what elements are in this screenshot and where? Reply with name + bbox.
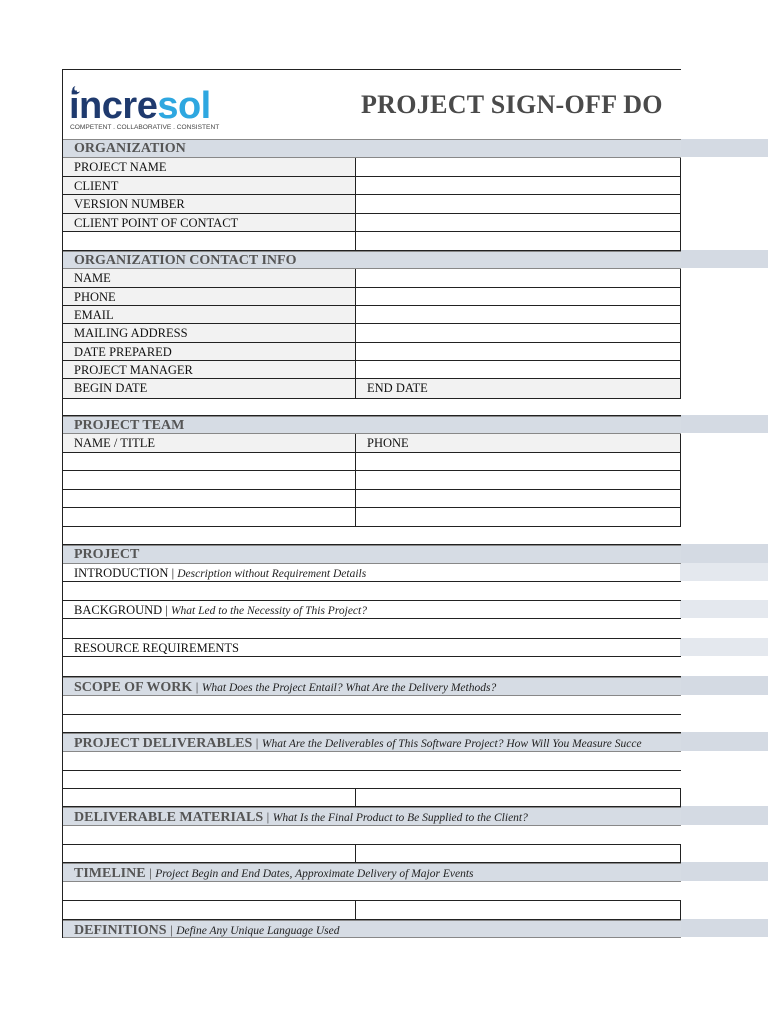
background-label: BACKGROUND	[74, 603, 163, 617]
team-name-cell[interactable]	[63, 490, 356, 508]
deliverables-input-row	[63, 752, 681, 771]
row-extension	[680, 676, 768, 695]
resources-input[interactable]	[63, 657, 681, 677]
client-contact-input[interactable]	[356, 214, 681, 232]
field-row-contact	[63, 214, 681, 232]
mailing-address-input[interactable]	[356, 324, 681, 343]
section-heading: DEFINITIONS	[74, 923, 167, 938]
deliverables-input-row	[63, 789, 681, 807]
field-label: DATE PREPARED	[74, 345, 172, 359]
introduction-input[interactable]	[63, 582, 681, 601]
field-label: NAME	[74, 271, 111, 285]
phone-input[interactable]	[356, 288, 681, 306]
field-row-name	[63, 269, 681, 288]
field-row-email	[63, 306, 681, 324]
section-heading: ORGANIZATION	[74, 141, 186, 156]
end-date-label: END DATE	[367, 381, 428, 395]
section-scope-of-work	[63, 677, 681, 696]
introduction-hint: Description without Requirement Details	[177, 568, 367, 580]
section-project-deliverables	[63, 733, 681, 752]
section-heading: PROJECT TEAM	[74, 418, 185, 433]
row-extension	[680, 862, 768, 881]
svg-text:incresol: incresol	[69, 85, 211, 127]
field-label: MAILING ADDRESS	[74, 326, 188, 340]
scope-input[interactable]	[63, 696, 681, 715]
row-extension	[680, 919, 768, 937]
svg-text:COMPETENT . COLLABORATIVE . CO: COMPETENT . COLLABORATIVE . CONSISTENT	[70, 124, 220, 131]
blank-row	[63, 232, 681, 251]
deliverables-input-row	[63, 771, 681, 789]
row-extension	[680, 732, 768, 751]
email-input[interactable]	[356, 306, 681, 324]
separator: |	[195, 679, 199, 694]
timeline-input-row	[63, 901, 681, 920]
team-row	[63, 471, 681, 490]
section-heading: PROJECT	[74, 547, 140, 562]
logo-mark	[69, 84, 239, 134]
separator: |	[165, 603, 168, 617]
section-organization	[63, 139, 681, 158]
field-row-phone	[63, 288, 681, 306]
section-hint: What Does the Project Entail? What Are the Delivery Methods?	[201, 682, 497, 694]
introduction-label: INTRODUCTION	[74, 566, 169, 580]
document-title: PROJECT SIGN-OFF DO	[361, 90, 663, 119]
materials-input[interactable]	[63, 826, 681, 845]
scope-input-row	[63, 715, 681, 733]
timeline-input[interactable]	[63, 901, 356, 920]
separator: |	[255, 735, 259, 750]
section-heading: TIMELINE	[74, 866, 146, 881]
section-heading: PROJECT DELIVERABLES	[74, 736, 253, 751]
row-extension	[680, 544, 768, 563]
project-name-input[interactable]	[356, 158, 681, 177]
blank-input[interactable]	[356, 232, 681, 251]
section-hint: What Are the Deliverables of This Software Project? How Will You Measure Succe	[261, 738, 642, 750]
field-label: PROJECT MANAGER	[74, 363, 193, 377]
name-input[interactable]	[356, 269, 681, 288]
team-row	[63, 490, 681, 508]
separator: |	[171, 566, 175, 580]
row-extension	[680, 638, 768, 656]
team-name-cell[interactable]	[63, 508, 356, 527]
section-project-team	[63, 416, 681, 434]
section-hint: What Is the Final Product to Be Supplied to the Client?	[272, 812, 528, 824]
section-definitions	[63, 920, 681, 938]
row-extension	[680, 139, 768, 157]
field-row-dates	[63, 379, 681, 399]
field-row-version	[63, 195, 681, 214]
background-input[interactable]	[63, 619, 681, 639]
row-extension	[680, 563, 768, 581]
materials-input-row	[63, 826, 681, 845]
version-number-input[interactable]	[356, 195, 681, 214]
section-contact-info	[63, 251, 681, 269]
form-header	[63, 70, 681, 139]
row-extension	[680, 415, 768, 433]
section-project	[63, 545, 681, 564]
blank-row	[63, 399, 681, 416]
materials-input[interactable]	[356, 845, 681, 863]
deliverables-input[interactable]	[63, 752, 681, 771]
field-label: VERSION NUMBER	[74, 197, 185, 211]
section-heading: SCOPE OF WORK	[74, 680, 193, 695]
row-extension	[680, 806, 768, 825]
team-name-cell[interactable]	[63, 453, 356, 471]
section-deliverable-materials	[63, 807, 681, 826]
timeline-input[interactable]	[356, 901, 681, 920]
team-name-cell[interactable]	[63, 471, 356, 490]
deliverables-input[interactable]	[63, 789, 356, 807]
team-row	[63, 508, 681, 527]
separator: |	[149, 865, 152, 880]
background-input-row	[63, 619, 681, 639]
separator: |	[170, 922, 173, 937]
separator: |	[266, 809, 270, 824]
resources-input-row	[63, 657, 681, 677]
background-hint: What Led to the Necessity of This Project?	[170, 605, 367, 617]
field-label: CLIENT POINT OF CONTACT	[74, 216, 239, 230]
deliverables-input[interactable]	[63, 771, 681, 789]
team-header-row	[63, 434, 681, 453]
team-phone-cell[interactable]	[356, 490, 681, 508]
row-extension	[680, 250, 768, 268]
field-label: PHONE	[74, 290, 116, 304]
scope-input[interactable]	[63, 715, 681, 733]
column-header: NAME / TITLE	[74, 436, 156, 450]
date-prepared-input[interactable]	[356, 343, 681, 361]
materials-input-row	[63, 845, 681, 863]
timeline-input-row	[63, 882, 681, 901]
background-row	[63, 601, 681, 619]
team-row	[63, 453, 681, 471]
scope-input-row	[63, 696, 681, 715]
section-hint: Project Begin and End Dates, Approximate Delivery of Major Events	[155, 868, 474, 880]
company-logo	[69, 84, 239, 134]
introduction-row	[63, 564, 681, 582]
team-phone-cell[interactable]	[356, 471, 681, 490]
resources-label: RESOURCE REQUIREMENTS	[74, 641, 239, 655]
team-phone-cell[interactable]	[356, 453, 681, 471]
blank-row	[63, 527, 681, 545]
form-sheet	[62, 69, 681, 938]
section-heading: ORGANIZATION CONTACT INFO	[74, 253, 297, 268]
field-row-address	[63, 324, 681, 343]
field-row-project-name	[63, 158, 681, 177]
field-row-manager	[63, 361, 681, 379]
materials-input[interactable]	[63, 845, 356, 863]
field-label: CLIENT	[74, 179, 119, 193]
team-phone-cell[interactable]	[356, 508, 681, 527]
project-manager-input[interactable]	[356, 361, 681, 379]
begin-date-label: BEGIN DATE	[74, 381, 148, 395]
field-row-date-prepared	[63, 343, 681, 361]
timeline-input[interactable]	[63, 882, 681, 901]
introduction-input-row	[63, 582, 681, 601]
deliverables-input[interactable]	[356, 789, 681, 807]
section-hint: Define Any Unique Language Used	[176, 925, 340, 937]
section-timeline	[63, 863, 681, 882]
field-label: EMAIL	[74, 308, 114, 322]
client-input[interactable]	[356, 177, 681, 195]
row-extension	[680, 600, 768, 618]
field-row-client	[63, 177, 681, 195]
column-header: PHONE	[367, 436, 409, 450]
section-heading: DELIVERABLE MATERIALS	[74, 810, 264, 825]
field-label: PROJECT NAME	[74, 160, 167, 174]
resources-row	[63, 639, 681, 657]
